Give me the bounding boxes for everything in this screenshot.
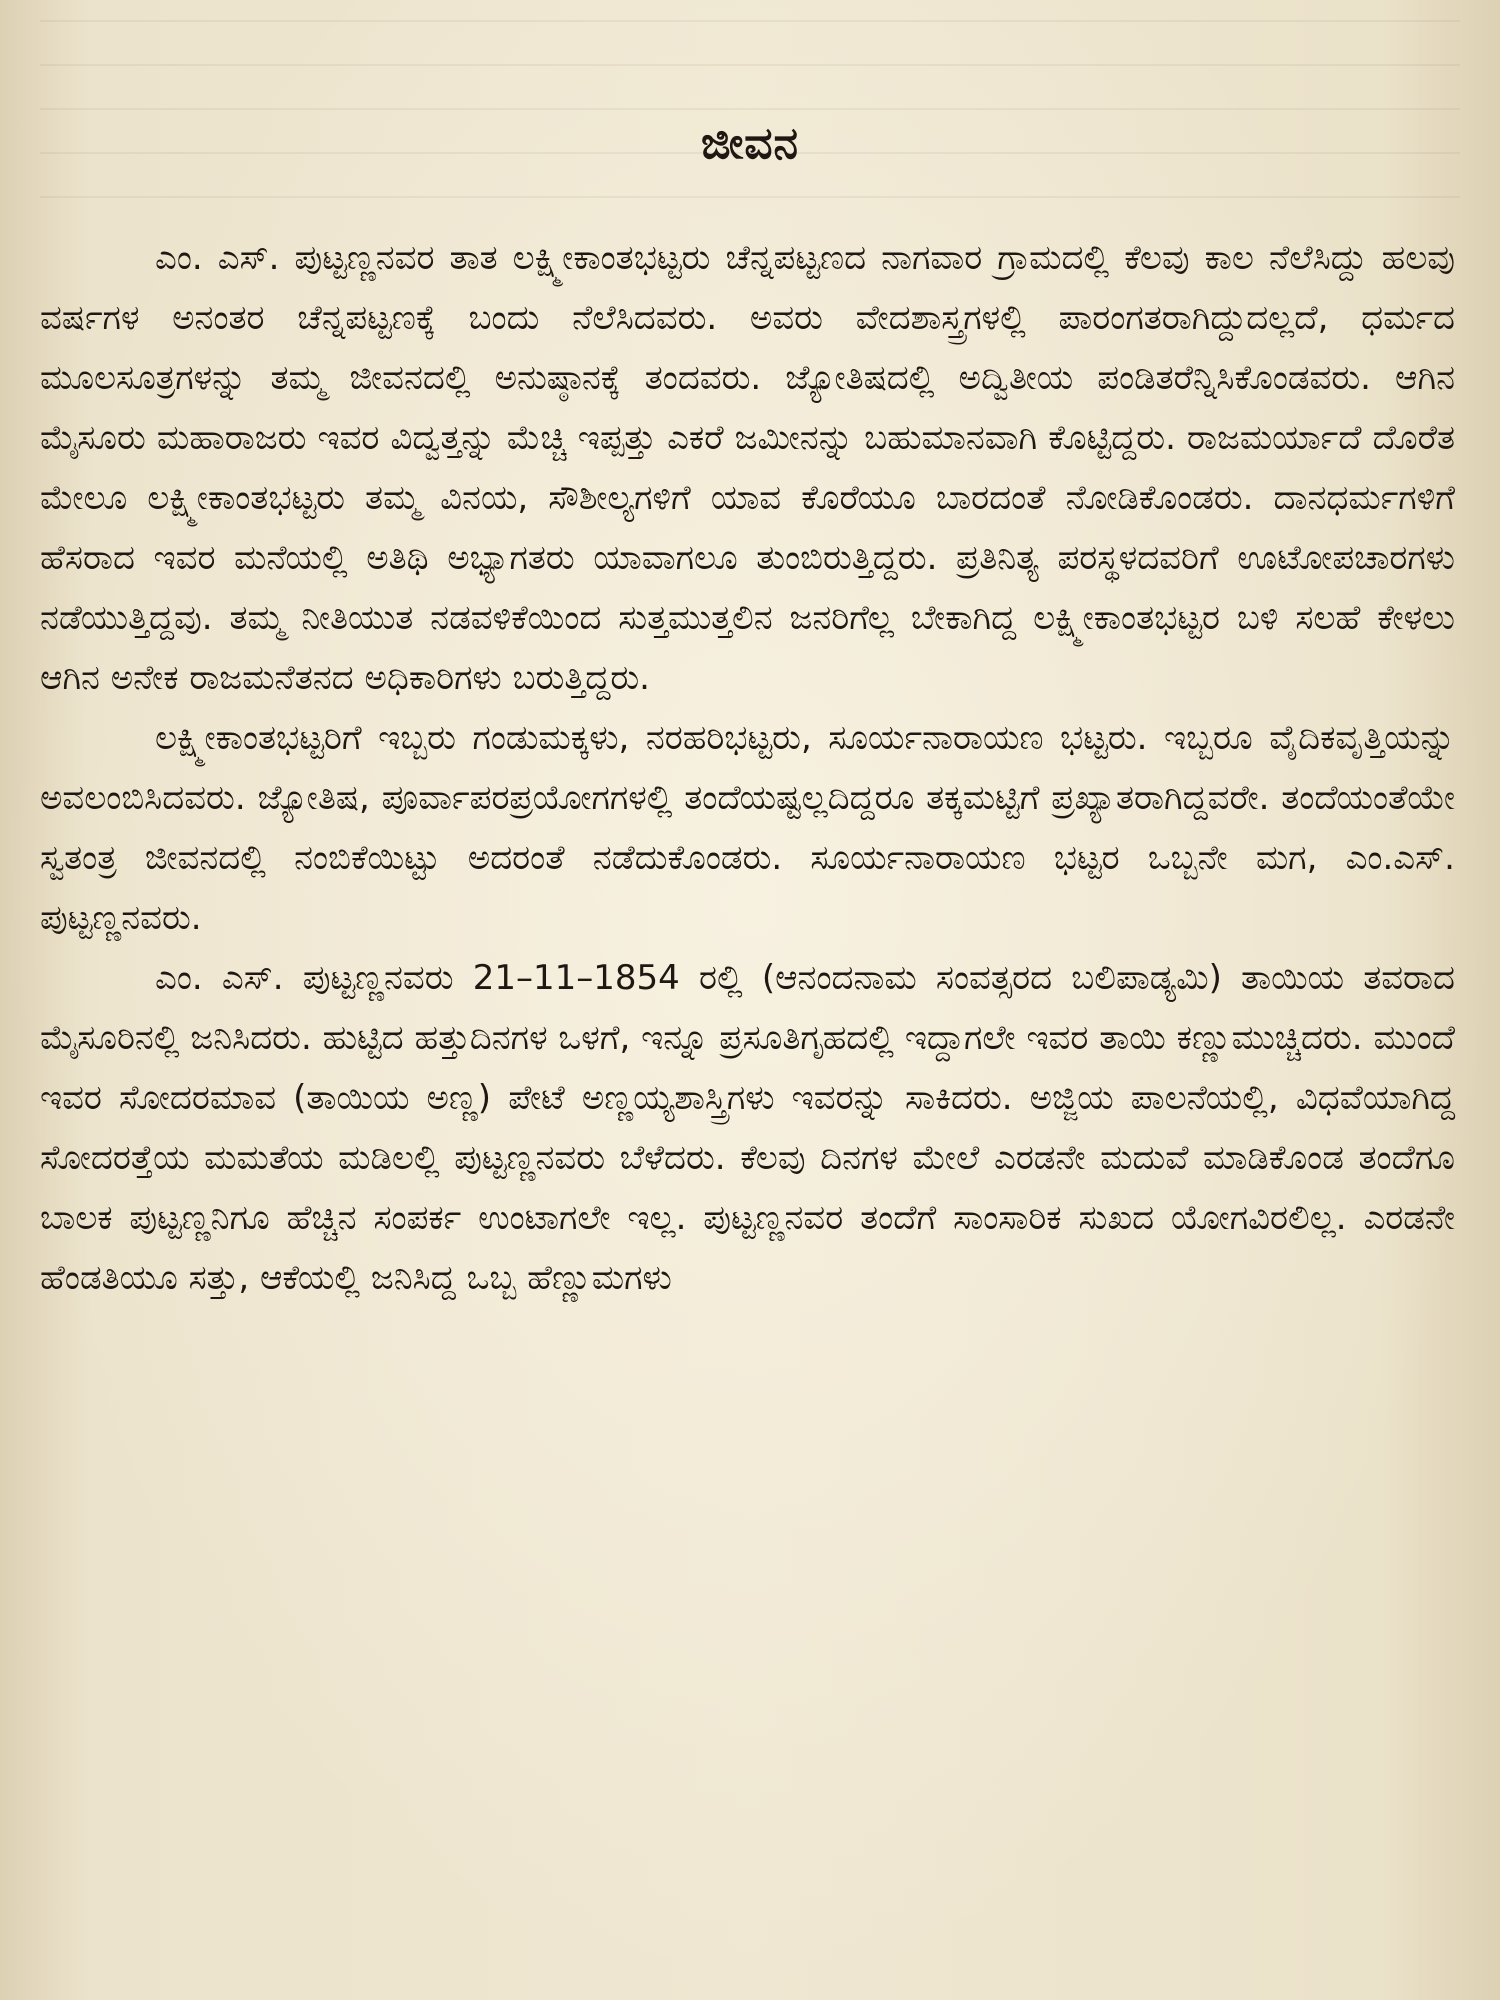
paragraph-2: ಲಕ್ಷ್ಮೀಕಾಂತಭಟ್ಟರಿಗೆ ಇಬ್ಬರು ಗಂಡುಮಕ್ಕಳು, ನರಹರಿಭಟ್ಟರು, ಸೂರ್ಯನಾರಾಯಣ ಭಟ್ಟರು. ಇಬ್ಬರೂ ವೈದಿಕವೃತ್ತಿಯನ್ನು ಅವಲಂಬಿಸಿದವರು. ಜ್ಯೋತಿಷ, ಪೂರ್ವಾಪರಪ್ರಯೋಗಗಳಲ್ಲಿ ತಂದೆಯಷ್ಟಲ್ಲದಿದ್ದರೂ ತಕ್ಕಮಟ್ಟಿಗೆ ಪ್ರಖ್ಯಾತರಾಗಿದ್ದವರೇ. ತಂದೆಯಂತೆಯೇ ಸ್ವತಂತ್ರ ಜೀವನದಲ್ಲಿ ನಂಬಿಕೆಯಿಟ್ಟು ಅದರಂತೆ ನಡೆದುಕೊಂಡರು. ಸೂರ್ಯನಾರಾಯಣ ಭಟ್ಟರ ಒಬ್ಬನೇ ಮಗ, ಎಂ.ಎಸ್. ಪುಟ್ಟಣ್ಣನವರು. xyxy=(40,718,1455,938)
paragraph-1: ಎಂ. ಎಸ್. ಪುಟ್ಟಣ್ಣನವರ ತಾತ ಲಕ್ಷ್ಮೀಕಾಂತಭಟ್ಟರು ಚೆನ್ನಪಟ್ಟಣದ ನಾಗವಾರ ಗ್ರಾಮದಲ್ಲಿ ಕೆಲವು ಕಾಲ ನೆಲೆಸಿದ್ದು ಹಲವು ವರ್ಷಗಳ ಅನಂತರ ಚೆನ್ನಪಟ್ಟಣಕ್ಕೆ ಬಂದು ನೆಲೆಸಿದವರು. ಅವರು ವೇದಶಾಸ್ತ್ರಗಳಲ್ಲಿ ಪಾರಂಗತರಾಗಿದ್ದುದಲ್ಲದೆ, ಧರ್ಮದ ಮೂಲಸೂತ್ರಗಳನ್ನು ತಮ್ಮ ಜೀವನದಲ್ಲಿ ಅನುಷ್ಠಾನಕ್ಕೆ ತಂದವರು. ಜ್ಯೋತಿಷದಲ್ಲಿ ಅದ್ವಿತೀಯ ಪಂಡಿತರೆನ್ನಿಸಿಕೊಂಡವರು. ಆಗಿನ ಮೈಸೂರು ಮಹಾರಾಜರು ಇವರ ವಿದ್ವತ್ತನ್ನು ಮೆಚ್ಚಿ ಇಪ್ಪತ್ತು ಎಕರೆ ಜಮೀನನ್ನು ಬಹುಮಾನವಾಗಿ ಕೊಟ್ಟಿದ್ದರು. ರಾಜಮರ್ಯಾದೆ ದೊರೆತ ಮೇಲೂ ಲಕ್ಷ್ಮೀಕಾಂತಭಟ್ಟರು ತಮ್ಮ ವಿನಯ, ಸೌಶೀಲ್ಯಗಳಿಗೆ ಯಾವ ಕೊರೆಯೂ ಬಾರದಂತೆ ನೋಡಿಕೊಂಡರು. ದಾನಧರ್ಮಗಳಿಗೆ ಹೆಸರಾದ ಇವರ ಮನೆಯಲ್ಲಿ ಅತಿಥಿ ಅಭ್ಯಾಗತರು ಯಾವಾಗಲೂ ತುಂಬಿರುತ್ತಿದ್ದರು. ಪ್ರತಿನಿತ್ಯ ಪರಸ್ಥಳದವರಿಗೆ ಊಟೋಪಚಾರಗಳು ನಡೆಯುತ್ತಿದ್ದವು. ತಮ್ಮ ನೀತಿಯುತ ನಡವಳಿಕೆಯಿಂದ ಸುತ್ತಮುತ್ತಲಿನ ಜನರಿಗೆಲ್ಲ ಬೇಕಾಗಿದ್ದ ಲಕ್ಷ್ಮೀಕಾಂತಭಟ್ಟರ ಬಳಿ ಸಲಹೆ ಕೇಳಲು ಆಗಿನ ಅನೇಕ ರಾಜಮನೆತನದ ಅಧಿಕಾರಿಗಳು ಬರುತ್ತಿದ್ದರು. xyxy=(40,238,1455,698)
page-title: ಜೀವನ xyxy=(701,118,799,169)
paragraph-3: ಎಂ. ಎಸ್. ಪುಟ್ಟಣ್ಣನವರು 21–11–1854 ರಲ್ಲಿ (ಆನಂದನಾಮ ಸಂವತ್ಸರದ ಬಲಿಪಾಡ್ಯಮಿ) ತಾಯಿಯ ತವರಾದ ಮೈಸೂರಿನಲ್ಲಿ ಜನಿಸಿದರು. ಹುಟ್ಟಿದ ಹತ್ತುದಿನಗಳ ಒಳಗೆ, ಇನ್ನೂ ಪ್ರಸೂತಿಗೃಹದಲ್ಲಿ ಇದ್ದಾಗಲೇ ಇವರ ತಾಯಿ ಕಣ್ಣುಮುಚ್ಚಿದರು. ಮುಂದೆ ಇವರ ಸೋದರಮಾವ (ತಾಯಿಯ ಅಣ್ಣ) ಪೇಟೆ ಅಣ್ಣಯ್ಯಶಾಸ್ತ್ರಿಗಳು ಇವರನ್ನು ಸಾಕಿದರು. ಅಜ್ಜಿಯ ಪಾಲನೆಯಲ್ಲಿ, ವಿಧವೆಯಾಗಿದ್ದ ಸೋದರತ್ತೆಯ ಮಮತೆಯ ಮಡಿಲಲ್ಲಿ ಪುಟ್ಟಣ್ಣನವರು ಬೆಳೆದರು. ಕೆಲವು ದಿನಗಳ ಮೇಲೆ ಎರಡನೇ ಮದುವೆ ಮಾಡಿಕೊಂಡ ತಂದೆಗೂ ಬಾಲಕ ಪುಟ್ಟಣ್ಣನಿಗೂ ಹೆಚ್ಚಿನ ಸಂಪರ್ಕ ಉಂಟಾಗಲೇ ಇಲ್ಲ. ಪುಟ್ಟಣ್ಣನವರ ತಂದೆಗೆ ಸಾಂಸಾರಿಕ ಸುಖದ ಯೋಗವಿರಲಿಲ್ಲ. ಎರಡನೇ ಹೆಂಡತಿಯೂ ಸತ್ತು, ಆಕೆಯಲ್ಲಿ ಜನಿಸಿದ್ದ ಒಬ್ಬ ಹೆಣ್ಣುಮಗಳು xyxy=(40,958,1455,1298)
page-body xyxy=(40,228,1455,1308)
